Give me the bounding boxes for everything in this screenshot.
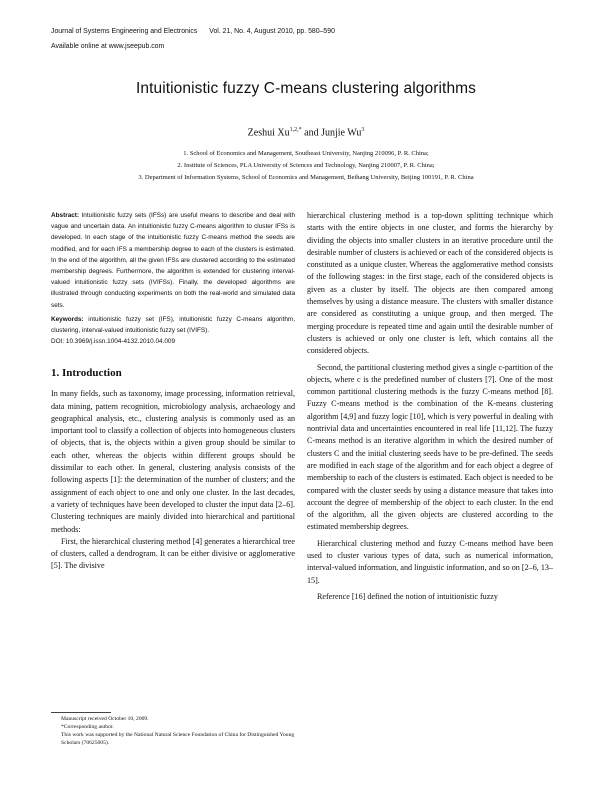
intro-paragraph-2: First, the hierarchical clustering method [4] generates a hierarchical tree of clusters, called a dendrogram. It can be either divisive or agglomerative [5]. The divisive	[51, 536, 295, 571]
online-availability: Available online at www.jseepub.com	[51, 43, 165, 50]
author-2-affiliation: 3	[361, 127, 365, 133]
section-heading-introduction: 1. Introduction	[51, 367, 122, 380]
right-paragraph-1: hierarchical clustering method is a top-down splitting technique which starts with the entire objects in one cluster, and forms the hierarchy by dividing the objects into smaller clusters in an iterative procedure until the desirable number of clusters is achieved or each of the considered objects is constituted as a unique cluster. Whereas the agglomerative method consists of the following stages: in the first stage, each of the considered objects is given as a cluster by itself. The objects are then compared among themselves by using a distance measure. The clusters with smaller distance are considered as constituting a unique group, and then merged. The merging procedure is repeated time and again until the desirable number of clusters is achieved or only one cluster is left, which contains all the considered objects.	[307, 211, 553, 356]
footnotes	[51, 715, 295, 747]
abstract-label: Abstract:	[51, 212, 80, 219]
affiliation-1: 1. School of Economics and Management, Southeast University, Nanjing 210096, P. R. China;	[183, 150, 429, 157]
intro-paragraph-1: In many fields, such as taxonomy, image processing, information retrieval, data mining, pattern recognition, microbiology analysis, archaeology and geographical analysis, etc., clustering analysis is commonly used as an important tool to classify a collection of objects into homogeneous clusters of objects, that is, the objects within a given group should be similar to each other, whereas the objects within different groups should be dissimilar to each other. In general, clustering analysis consists of the following aspects [1]: the determination of the number of clusters; and the assignment of each object to one and only one cluster. In the last decades, a variety of techniques have been developed to cluster the input data [2–6]. Clustering techniques are mainly divided into hierarchical and partitional methods:	[51, 389, 295, 534]
author-2: Junjie Wu	[321, 127, 362, 139]
paper-title: Intuitionistic fuzzy C-means clustering algorithms	[135, 80, 477, 97]
footnote-received: Manuscript received October 10, 2009.	[61, 716, 149, 722]
author-1: Zeshui Xu	[247, 127, 290, 139]
footnote-rule	[51, 712, 111, 713]
abstract	[51, 210, 295, 311]
author-1-affiliation: 1,2,*	[289, 127, 302, 133]
author-line	[0, 127, 612, 138]
footnote-support: This work was supported by the National Natural Science Foundation of China for Distinguished Young Scholars (70625005).	[61, 732, 295, 746]
author-conjunction: and	[301, 127, 322, 139]
left-column	[51, 210, 295, 573]
right-column	[307, 210, 553, 603]
keywords-label: Keywords:	[51, 315, 84, 323]
abstract-text: Intuitionistic fuzzy sets (IFSs) are useful means to describe and deal with vague and uncertain data. An intuitionistic fuzzy C-means algorithm to cluster IFSs is developed. In each stage of the intuitionistic fuzzy C-means method the seeds are modified, and for each IFS a membership degree to each of the clusters is estimated. In the end of the algorithm, all the given IFSs are clustered according to the estimated membership degrees. Furthermore, the algorithm is extended for clustering interval-valued intuitionistic fuzzy sets (IVIFSs). Finally, the developed algorithms are illustrated through conducting experiments on both the real-world and simulated data sets.	[51, 212, 296, 309]
affiliation-3: 3. Department of Information Systems, School of Economics and Management, Beihang University, Beijing 100191, P. R. China	[138, 174, 474, 181]
doi: DOI: 10.3969/j.issn.1004-4132.2010.04.009	[51, 338, 175, 346]
right-paragraph-3: Hierarchical clustering method and fuzzy C-means method have been used to cluster various types of data, such as numerical information, interval-valued information, and linguistic information, and so on [2–6, 13–15].	[307, 538, 553, 585]
footnote-corresponding: *Corresponding author.	[61, 724, 114, 730]
journal-volume: Vol. 21, No. 4, August 2010, pp. 580–590	[209, 28, 335, 35]
journal-name: Journal of Systems Engineering and Electronics	[51, 28, 198, 35]
right-paragraph-4: Reference [16] defined the notion of intuitionistic fuzzy	[317, 591, 498, 601]
journal-header	[51, 28, 345, 35]
affiliation-2: 2. Institute of Sciences, PLA University of Sciences and Technology, Nanjing 210007, P. R. China;	[177, 162, 435, 169]
keywords	[51, 314, 295, 336]
right-paragraph-2: Second, the partitional clustering method gives a single c-partition of the objects, where c is the predefined number of clusters [7]. One of the most common partitional clustering methods is the fuzzy C-means method [8]. Fuzzy C-means method is the combination of the K-means clustering algorithm [4,9] and fuzzy logic [10], which is very powerful in dealing with nontrivial data and uncertainties encountered in real life [11,12]. The fuzzy C-means method is an iterative algorithm in which the desired number of clusters C and the initial clustering seeds have to be pre-defined. The seeds are modified in each stage of the algorithm and for each object a degree of membership to each of the clusters is estimated. Each object is needed to be compared with the cluster seeds by using a distance measure that takes into account the degree of membership of the object to each cluster. In the end of the algorithm, all the given objects are clustered according to the estimated membership degrees.	[307, 362, 553, 532]
keywords-text: intuitionistic fuzzy set (IFS), intuitionistic fuzzy C-means algorithm, clustering, interval-valued intuitionistic fuzzy set (IVIFS).	[51, 315, 295, 335]
